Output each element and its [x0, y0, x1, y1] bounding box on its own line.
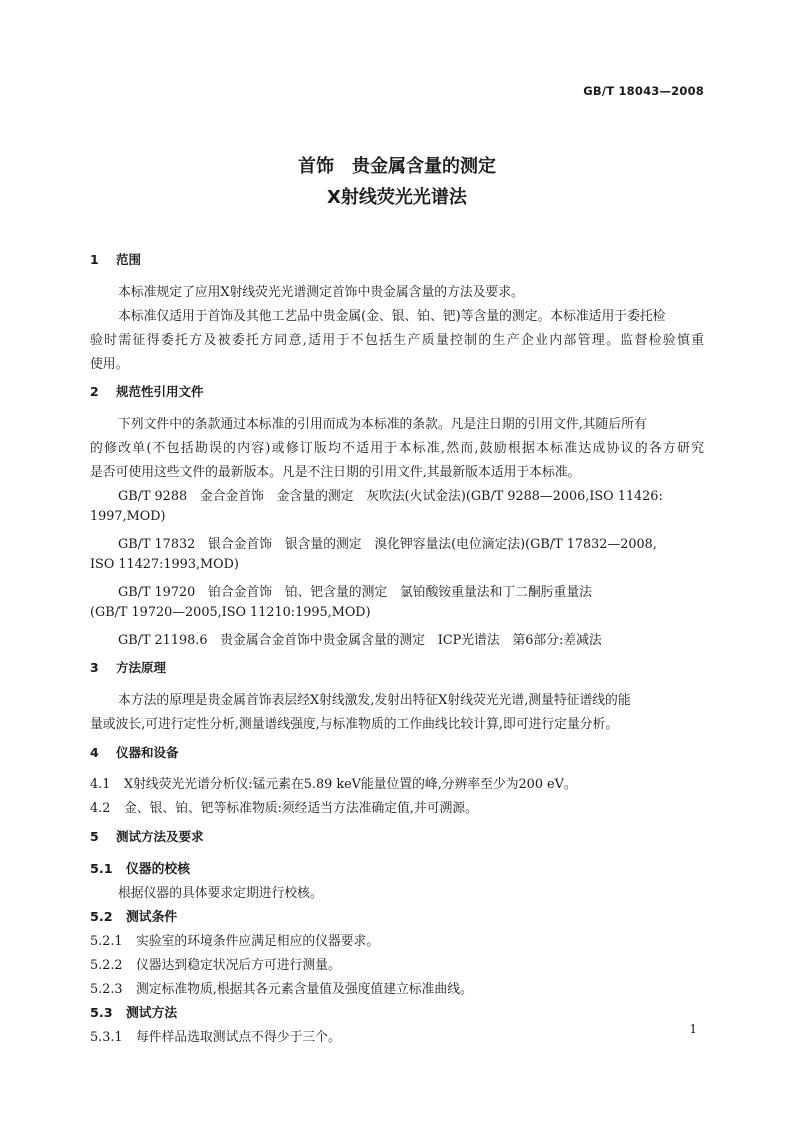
reference-1-line-2: 1997,MOD) — [90, 509, 166, 524]
subsection-number: 5.1 — [90, 862, 113, 877]
item-number: 4.1 — [90, 777, 111, 792]
s1-paragraph-2-line-3: 使用。 — [90, 357, 129, 372]
standard-code: GB/T 18043—2008 — [583, 84, 704, 98]
s5-1-paragraph: 根据仪器的具体要求定期进行校核。 — [118, 886, 323, 901]
subsection-5-2 — [90, 906, 177, 925]
subsection-number: 5.3 — [90, 1006, 113, 1021]
s1-paragraph-1: 本标准规定了应用X射线荧光光谱测定首饰中贵金属含量的方法及要求。 — [118, 285, 524, 300]
item-text: 仪器达到稳定状况后方可进行测量。 — [136, 958, 341, 973]
subsection-5-3 — [90, 1002, 177, 1021]
item-text: 实验室的环境条件应满足相应的仪器要求。 — [136, 934, 380, 949]
item-text: 每件样品选取测试点不得少于三个。 — [136, 1030, 341, 1045]
section-number: 3 — [90, 660, 99, 675]
page-number: 1 — [689, 1022, 697, 1036]
section-title: 范围 — [116, 252, 142, 267]
subsection-title: 测试条件 — [126, 910, 178, 925]
section-title: 测试方法及要求 — [116, 829, 204, 844]
s2-paragraph-line-3: 是否可使用这些文件的最新版本。凡是不注日期的引用文件,其最新版本适用于本标准。 — [90, 465, 581, 480]
section-number: 1 — [90, 252, 99, 267]
item-4-2 — [90, 797, 478, 816]
item-text: 测定标准物质,根据其各元素含量值及强度值建立标准曲线。 — [136, 982, 473, 997]
reference-4: GB/T 21198.6 贵金属合金首饰中贵金属含量的测定 ICP光谱法 第6部分:差减法 — [118, 633, 602, 648]
section-number: 5 — [90, 829, 99, 844]
item-number: 4.2 — [90, 801, 111, 816]
item-text: X射线荧光光谱分析仪:锰元素在5.89 keV能量位置的峰,分辨率至少为200 eV。 — [124, 777, 577, 792]
s3-paragraph-line-1: 本方法的原理是贵金属首饰表层经X射线激发,发射出特征X射线荧光光谱,测量特征谱线的能 — [118, 693, 631, 708]
item-text: 金、银、铂、钯等标准物质:须经适当方法准确定值,并可溯源。 — [124, 801, 478, 816]
section-5-heading — [90, 827, 204, 845]
item-number: 5.2.2 — [90, 958, 123, 973]
s1-paragraph-2-line-2: 验时需征得委托方及被委托方同意,适用于不包括生产质量控制的生产企业内部管理。监督检验慎重 — [90, 333, 704, 348]
item-4-1 — [90, 773, 577, 792]
title-line-2: X射线荧光光谱法 — [327, 187, 467, 208]
reference-3-line-2: (GB/T 19720—2005,ISO 11210:1995,MOD) — [90, 605, 371, 620]
reference-3-line-1: GB/T 19720 铂合金首饰 铂、钯含量的测定 氯铂酸铵重量法和丁二酮肟重量法 — [118, 585, 592, 600]
section-number: 4 — [90, 745, 99, 760]
reference-1-line-1: GB/T 9288 金合金首饰 金含量的测定 灰吹法(火试金法)(GB/T 9288—2006,ISO 11426: — [118, 489, 663, 504]
subsection-title: 仪器的校核 — [126, 862, 190, 877]
item-number: 5.2.3 — [90, 982, 123, 997]
s1-paragraph-2-line-1: 本标准仅适用于首饰及其他工艺品中贵金属(金、银、铂、钯)等含量的测定。本标准适用于委托检 — [118, 309, 666, 324]
section-2-heading — [90, 382, 204, 400]
s2-paragraph-line-1: 下列文件中的条款通过本标准的引用而成为本标准的条款。凡是注日期的引用文件,其随后所有 — [118, 417, 647, 432]
item-5-3-1 — [90, 1026, 341, 1045]
item-5-2-1 — [90, 930, 379, 949]
item-number: 5.2.1 — [90, 934, 123, 949]
item-5-2-3 — [90, 978, 473, 997]
title-line-1: 首饰 贵金属含量的测定 — [298, 156, 496, 177]
subsection-5-1 — [90, 858, 190, 877]
subsection-title: 测试方法 — [126, 1006, 178, 1021]
reference-2-line-2: ISO 11427:1993,MOD) — [90, 557, 239, 572]
section-title: 规范性引用文件 — [116, 384, 204, 399]
section-title: 方法原理 — [116, 660, 167, 675]
section-1-heading — [90, 250, 141, 268]
s3-paragraph-line-2: 量或波长,可进行定性分析,测量谱线强度,与标准物质的工作曲线比较计算,即可进行定量分析。 — [90, 717, 619, 732]
section-4-heading — [90, 743, 179, 761]
s2-paragraph-line-2: 的修改单(不包括勘误的内容)或修订版均不适用于本标准,然而,鼓励根据本标准达成协议的各方研究 — [90, 441, 704, 456]
reference-2-line-1: GB/T 17832 银合金首饰 银含量的测定 溴化钾容量法(电位滴定法)(GB/T 17832—2008, — [118, 537, 657, 552]
item-number: 5.3.1 — [90, 1030, 123, 1045]
section-number: 2 — [90, 384, 99, 399]
subsection-number: 5.2 — [90, 910, 113, 925]
item-5-2-2 — [90, 954, 341, 973]
section-3-heading — [90, 658, 166, 676]
section-title: 仪器和设备 — [116, 745, 179, 760]
